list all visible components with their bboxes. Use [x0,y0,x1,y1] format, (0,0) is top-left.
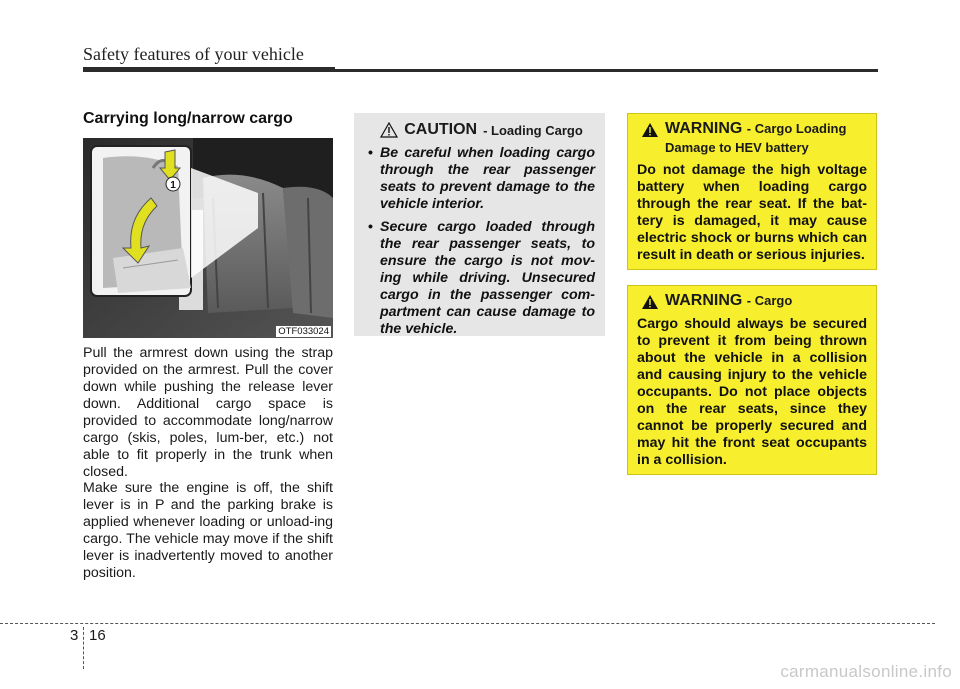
warning-triangle-icon [641,122,659,138]
body-paragraph-2: Make sure the engine is off, the shift lever is in P and the parking brake is applied whenever loading or unload-ing cargo. The vehicle may move if the shift lever is inadvertently moved to another position. [83,480,333,581]
body-paragraph-1: Pull the armrest down using the strap provided on the armrest. Pull the cover down while pushing the release lever down. Additional cargo space is provided to accommodate long/narrow cargo (skis, poles, lum-ber, etc.) not able to fit properly in the trunk when closed. [83,345,333,480]
warning-text: Do not damage the high voltage battery when loading cargo through the rear seat. If the bat-tery is damaged, it may cause electric shock or burns which can result in death or serious injuries. [637,162,867,263]
bullet-icon: • [368,145,373,161]
warning-subtitle: - Cargo Loading [746,121,847,136]
figure-code: OTF033024 [278,326,329,337]
figure-callout-label: 1 [170,180,176,191]
warning-subtitle: - Cargo [746,293,793,308]
caution-title [368,121,595,139]
caution-triangle-icon [380,122,398,138]
caution-item: • Be careful when loading cargo through the rear passenger seats to prevent damage to the vehicle interior. [368,145,595,212]
warning-triangle-icon [641,294,659,310]
warning-text: Cargo should always be secured to prevent it from being thrown about the vehicle in a collision and causing injury to the vehicle occupants. Do not place objects on the rear seats, since they cannot be properly secured and may hit the front seat occupants in a collision. [637,316,867,468]
footer-divider [83,627,84,669]
bullet-icon: • [368,219,373,235]
caution-subtitle: - Loading Cargo [483,122,583,138]
caution-box [354,113,605,336]
footer-rule [0,623,935,624]
figure-rear-seat-photo [83,138,333,338]
section-heading: Carrying long/narrow cargo [83,110,293,127]
page-header-title: Safety features of your vehicle [83,44,304,64]
warning-box-cargo [627,285,877,475]
header-rule-accent [83,67,335,72]
caution-item: • Secure cargo loaded through the rear passenger seats, to ensure the cargo is not mov-ing while driving. Unsecured cargo in the passenger com-partment can cause damage to the vehicle. [368,219,595,337]
caution-title-text: CAUTION [404,121,478,138]
watermark: carmanualsonline.info [780,662,952,681]
page-number: 16 [89,627,106,644]
warning-title: WARNING - Cargo [665,292,793,309]
chapter-number: 3 [70,627,79,644]
warning-subtitle-2: Damage to HEV battery [665,140,809,155]
warning-box-hev-battery [627,113,877,270]
warning-title: WARNING - Cargo Loading Damage to HEV battery [665,120,847,155]
